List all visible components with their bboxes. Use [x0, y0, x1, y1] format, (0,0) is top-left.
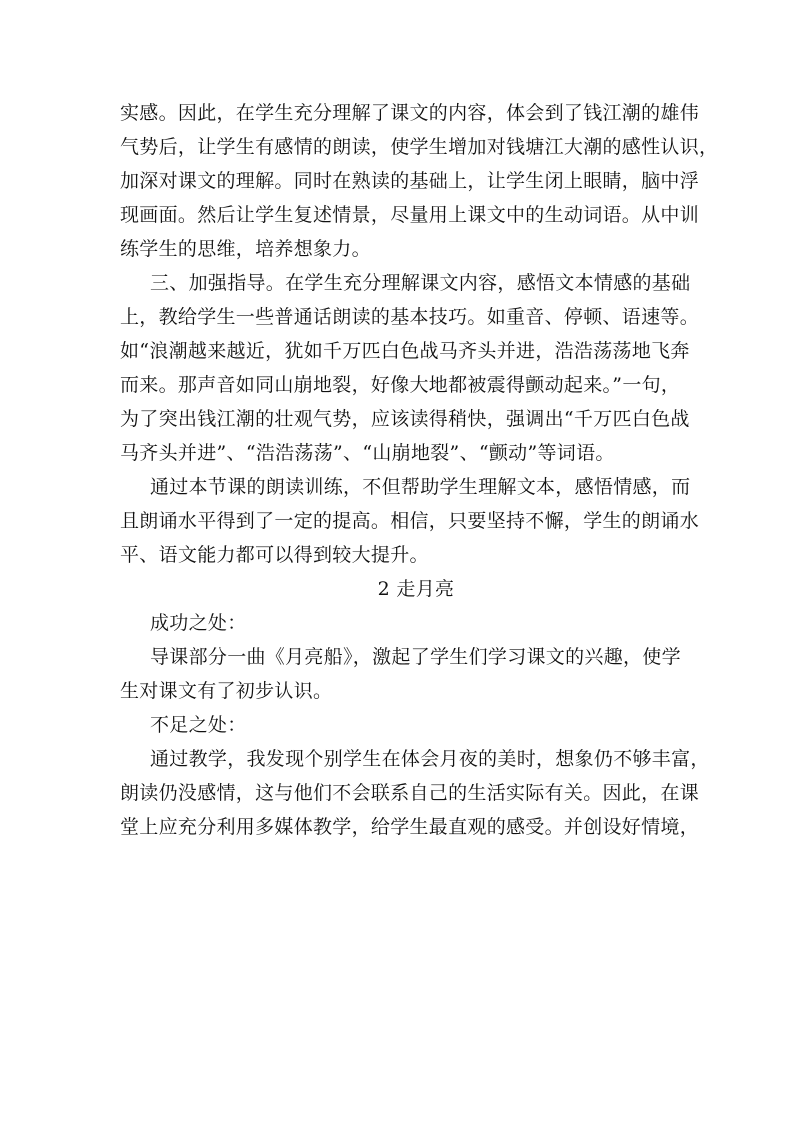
text-line-14: 平、语文能力都可以得到较大提升。 [120, 544, 429, 566]
text-line-1: 实感。因此，在学生充分理解了课文的内容，体会到了钱江潮的雄伟 [120, 102, 700, 124]
text-line-16: 成功之处： [150, 612, 247, 634]
text-line-10: 为了突出钱江潮的壮观气势，应该读得稍快，强调出“千万匹白色战 [120, 408, 690, 430]
text-line-20: 通过教学，我发现个别学生在体会月夜的美时，想象仍不够丰富， [150, 748, 710, 770]
section-heading: 2 走月亮 [377, 578, 455, 600]
text-line-13: 且朗诵水平得到了一定的提高。相信，只要坚持不懈，学生的朗诵水 [120, 510, 700, 532]
text-line-18: 生对课文有了初步认识。 [120, 680, 333, 702]
text-line-2: 气势后，让学生有感情的朗读，使学生增加对钱塘江大潮的感性认识， [120, 136, 719, 158]
text-line-17: 导课部分一曲《月亮船》，激起了学生们学习课文的兴趣，使学 [150, 646, 681, 668]
text-line-9: 而来。那声音如同山崩地裂，好像大地都被震得颤动起来。”一句， [120, 374, 681, 396]
text-line-4: 现画面。然后让学生复述情景，尽量用上课文中的生动词语。从中训 [120, 204, 700, 226]
text-line-7: 上，教给学生一些普通话朗读的基本技巧。如重音、停顿、语速等。 [120, 306, 700, 328]
text-line-5: 练学生的思维，培养想象力。 [120, 238, 371, 260]
text-line-3: 加深对课文的理解。同时在熟读的基础上，让学生闭上眼睛，脑中浮 [120, 170, 700, 192]
text-line-21: 朗读仍没感情，这与他们不会联系自己的生活实际有关。因此，在课 [120, 782, 700, 804]
text-line-8: 如“浪潮越来越近，犹如千万匹白色战马齐头并进，浩浩荡荡地飞奔 [120, 340, 690, 362]
document-page [120, 96, 719, 844]
text-line-22: 堂上应充分利用多媒体教学，给学生最直观的感受。并创设好情境， [120, 816, 700, 838]
text-line-6: 三、加强指导。在学生充分理解课文内容，感悟文本情感的基础 [150, 272, 691, 294]
text-line-11: 马齐头并进”、“浩浩荡荡”、“山崩地裂”、“颤动”等词语。 [120, 442, 615, 464]
text-line-12: 通过本节课的朗读训练，不但帮助学生理解文本，感悟情感，而 [150, 476, 691, 498]
text-line-19: 不足之处： [150, 714, 247, 736]
